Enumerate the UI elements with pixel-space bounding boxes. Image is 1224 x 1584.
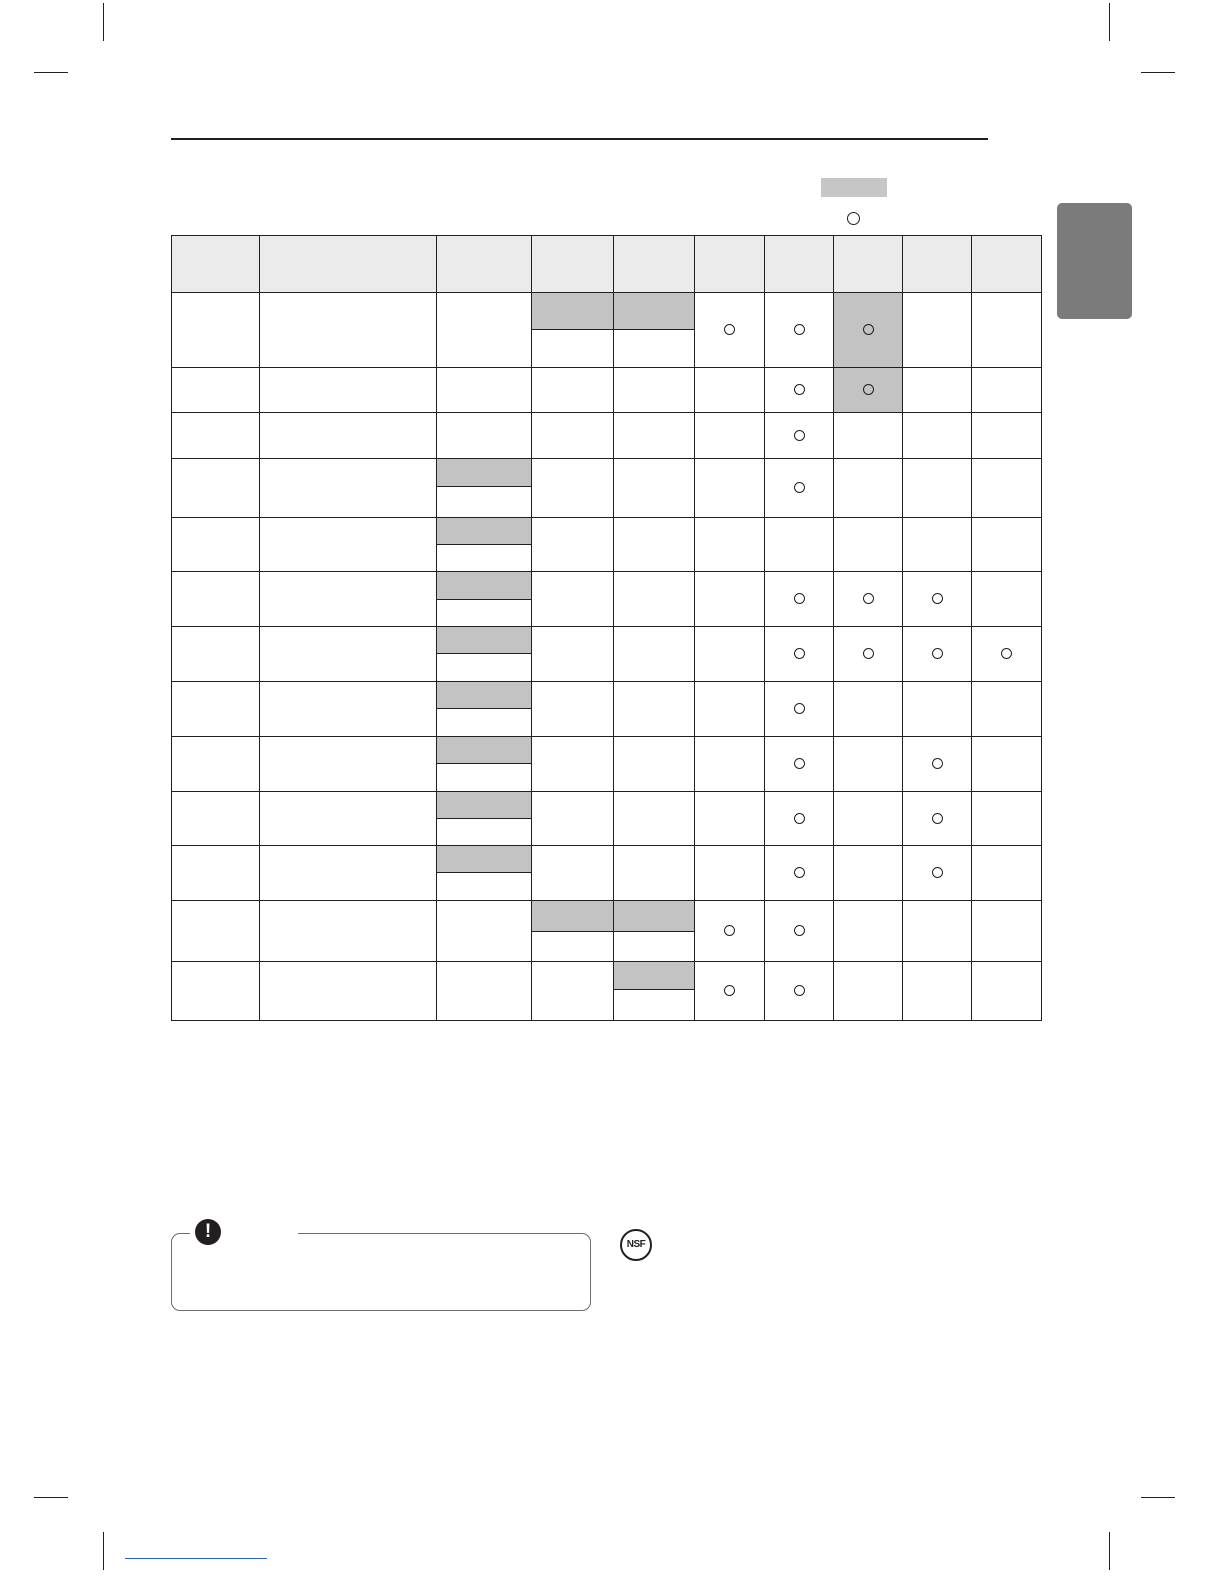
table-cell xyxy=(972,792,1042,846)
table-cell xyxy=(903,413,972,459)
table-row xyxy=(172,572,1042,600)
table-cell xyxy=(695,737,765,792)
table-cell xyxy=(765,737,834,792)
table-cell xyxy=(437,600,532,627)
column-header xyxy=(437,236,532,293)
table-cell xyxy=(972,572,1042,627)
circle-icon xyxy=(794,384,805,395)
table-cell xyxy=(532,572,614,627)
circle-icon xyxy=(724,324,735,335)
note-box xyxy=(171,1233,591,1311)
table-cell xyxy=(903,737,972,792)
exclamation-icon: ! xyxy=(195,1219,221,1245)
table-cell xyxy=(695,962,765,1021)
table-cell xyxy=(903,518,972,572)
circle-icon xyxy=(932,758,943,769)
table-cell xyxy=(172,368,260,413)
table-cell xyxy=(765,792,834,846)
table-row xyxy=(172,413,1042,459)
table-cell xyxy=(834,572,903,627)
table-cell-shaded xyxy=(614,962,695,990)
table-cell xyxy=(903,846,972,901)
table-header-row xyxy=(172,236,1042,293)
table-cell xyxy=(260,682,437,737)
table-cell xyxy=(437,545,532,572)
circle-icon xyxy=(794,593,805,604)
table-cell xyxy=(695,293,765,368)
table-cell-shaded xyxy=(532,293,614,330)
table-cell xyxy=(172,572,260,627)
table-cell xyxy=(437,873,532,901)
table-cell xyxy=(765,962,834,1021)
crop-mark xyxy=(34,1497,68,1498)
table-cell xyxy=(834,962,903,1021)
column-header xyxy=(614,236,695,293)
table-cell xyxy=(260,293,437,368)
table-cell xyxy=(695,627,765,682)
circle-icon xyxy=(794,324,805,335)
column-header xyxy=(834,236,903,293)
table-cell xyxy=(437,962,532,1021)
table-cell xyxy=(695,682,765,737)
table-cell xyxy=(532,459,614,518)
table-cell xyxy=(172,627,260,682)
table-cell xyxy=(614,413,695,459)
table-cell xyxy=(437,709,532,737)
circle-icon xyxy=(932,648,943,659)
table-cell xyxy=(903,962,972,1021)
table-cell xyxy=(437,654,532,682)
table-cell xyxy=(532,932,614,962)
table-cell xyxy=(834,682,903,737)
legend-circle-icon xyxy=(847,212,860,225)
table-cell-shaded xyxy=(532,901,614,932)
crop-mark xyxy=(1109,1532,1110,1570)
data-table xyxy=(171,235,1042,1021)
table-cell-shaded xyxy=(437,737,532,764)
table-cell xyxy=(260,368,437,413)
section-tab[interactable] xyxy=(1057,203,1132,319)
circle-icon xyxy=(932,867,943,878)
circle-icon xyxy=(794,430,805,441)
table-cell-shaded xyxy=(437,682,532,709)
table-cell xyxy=(437,413,532,459)
crop-mark xyxy=(1141,1497,1175,1498)
crop-mark xyxy=(103,1532,104,1570)
table-cell xyxy=(172,293,260,368)
table-cell-shaded xyxy=(437,572,532,600)
circle-icon xyxy=(1001,648,1012,659)
table-cell xyxy=(765,459,834,518)
table-cell xyxy=(695,846,765,901)
table-cell xyxy=(172,962,260,1021)
table-cell xyxy=(972,962,1042,1021)
table-cell xyxy=(765,368,834,413)
circle-icon xyxy=(794,482,805,493)
table-cell xyxy=(260,627,437,682)
table-cell xyxy=(172,413,260,459)
table-cell xyxy=(260,792,437,846)
table-cell xyxy=(532,846,614,901)
table-cell xyxy=(614,459,695,518)
table-row xyxy=(172,682,1042,709)
table-cell xyxy=(437,368,532,413)
table-row xyxy=(172,737,1042,764)
table-cell xyxy=(172,901,260,962)
table-cell xyxy=(765,682,834,737)
crop-mark xyxy=(103,3,104,41)
column-header xyxy=(903,236,972,293)
table-cell xyxy=(972,368,1042,413)
table-cell xyxy=(972,413,1042,459)
crop-mark xyxy=(34,72,68,73)
table-cell xyxy=(695,901,765,962)
table-cell xyxy=(437,293,532,368)
table-cell xyxy=(532,792,614,846)
table-row xyxy=(172,368,1042,413)
circle-icon xyxy=(863,324,874,335)
table-cell xyxy=(172,459,260,518)
table-cell xyxy=(532,330,614,368)
header-rule xyxy=(171,138,988,140)
table-cell xyxy=(260,459,437,518)
table-cell xyxy=(834,792,903,846)
circle-icon xyxy=(863,593,874,604)
table-cell xyxy=(614,572,695,627)
crop-mark xyxy=(1141,72,1175,73)
table-cell xyxy=(695,368,765,413)
table-cell xyxy=(614,792,695,846)
table-cell xyxy=(903,368,972,413)
nsf-logo: NSF xyxy=(620,1229,652,1261)
circle-icon xyxy=(932,593,943,604)
table-cell-shaded xyxy=(437,627,532,654)
table-cell xyxy=(172,518,260,572)
table-cell xyxy=(695,413,765,459)
table-cell xyxy=(903,627,972,682)
table-cell xyxy=(695,518,765,572)
table-cell xyxy=(260,901,437,962)
table-cell xyxy=(903,459,972,518)
table-cell xyxy=(260,962,437,1021)
table-cell xyxy=(972,627,1042,682)
circle-icon xyxy=(794,867,805,878)
table-cell xyxy=(695,792,765,846)
column-header xyxy=(765,236,834,293)
table-cell xyxy=(532,518,614,572)
table-cell xyxy=(260,846,437,901)
table-cell xyxy=(972,293,1042,368)
table-cell xyxy=(437,901,532,962)
table-row xyxy=(172,901,1042,932)
table-row xyxy=(172,792,1042,819)
table-cell xyxy=(834,901,903,962)
table-cell xyxy=(972,518,1042,572)
table-cell xyxy=(903,572,972,627)
table-cell-shaded xyxy=(437,846,532,873)
table-cell xyxy=(765,901,834,962)
column-header xyxy=(532,236,614,293)
table-cell xyxy=(172,737,260,792)
table-cell xyxy=(834,627,903,682)
table-cell-shaded xyxy=(834,293,903,368)
table-cell xyxy=(437,819,532,846)
table-cell xyxy=(834,846,903,901)
table-cell xyxy=(834,737,903,792)
circle-icon xyxy=(794,703,805,714)
column-header xyxy=(972,236,1042,293)
circle-icon xyxy=(724,925,735,936)
table-cell xyxy=(972,846,1042,901)
circle-icon xyxy=(794,925,805,936)
table-cell xyxy=(614,330,695,368)
table-cell xyxy=(260,572,437,627)
table-cell xyxy=(532,737,614,792)
table-cell xyxy=(172,846,260,901)
table-cell xyxy=(614,518,695,572)
column-header xyxy=(695,236,765,293)
circle-icon xyxy=(794,813,805,824)
column-header xyxy=(172,236,260,293)
table-cell xyxy=(614,737,695,792)
table-cell xyxy=(614,932,695,962)
table-cell xyxy=(260,518,437,572)
table-cell-shaded xyxy=(437,792,532,819)
table-cell-shaded xyxy=(614,293,695,330)
table-cell xyxy=(532,962,614,1021)
circle-icon xyxy=(794,985,805,996)
table-cell xyxy=(834,518,903,572)
table-cell-shaded xyxy=(437,518,532,545)
table-cell xyxy=(437,487,532,518)
circle-icon xyxy=(794,648,805,659)
legend-shaded-swatch xyxy=(821,178,887,197)
circle-icon xyxy=(724,985,735,996)
table-cell xyxy=(614,368,695,413)
table-cell xyxy=(532,682,614,737)
table-cell xyxy=(834,459,903,518)
table-cell xyxy=(765,413,834,459)
table-cell xyxy=(172,682,260,737)
table-cell xyxy=(972,459,1042,518)
table-cell xyxy=(614,990,695,1021)
crop-mark xyxy=(1109,3,1110,41)
table-row xyxy=(172,459,1042,487)
table-cell xyxy=(437,764,532,792)
table-cell xyxy=(614,627,695,682)
table-cell xyxy=(903,682,972,737)
table-cell xyxy=(972,682,1042,737)
table-cell xyxy=(532,413,614,459)
table-cell-shaded xyxy=(614,901,695,932)
table-cell xyxy=(695,572,765,627)
table-cell xyxy=(765,627,834,682)
circle-icon xyxy=(932,813,943,824)
table-cell-shaded xyxy=(834,368,903,413)
table-cell xyxy=(532,368,614,413)
table-row xyxy=(172,627,1042,654)
table-cell xyxy=(765,518,834,572)
circle-icon xyxy=(794,758,805,769)
table-cell-shaded xyxy=(437,459,532,487)
table-cell xyxy=(972,901,1042,962)
table-row xyxy=(172,293,1042,330)
table-row xyxy=(172,846,1042,873)
table-cell xyxy=(172,792,260,846)
table-cell xyxy=(834,413,903,459)
table-cell xyxy=(695,459,765,518)
column-header xyxy=(260,236,437,293)
footer-link-underline[interactable] xyxy=(125,1558,267,1559)
table-cell xyxy=(260,737,437,792)
table-cell xyxy=(532,627,614,682)
table-row xyxy=(172,518,1042,545)
table-row xyxy=(172,962,1042,990)
table-cell xyxy=(903,293,972,368)
circle-icon xyxy=(863,384,874,395)
table-cell xyxy=(614,846,695,901)
circle-icon xyxy=(863,648,874,659)
table-cell xyxy=(765,846,834,901)
table-cell xyxy=(765,572,834,627)
table-cell xyxy=(614,682,695,737)
table-cell xyxy=(903,792,972,846)
table-cell xyxy=(972,737,1042,792)
table-cell xyxy=(260,413,437,459)
table-cell xyxy=(903,901,972,962)
table-cell xyxy=(765,293,834,368)
